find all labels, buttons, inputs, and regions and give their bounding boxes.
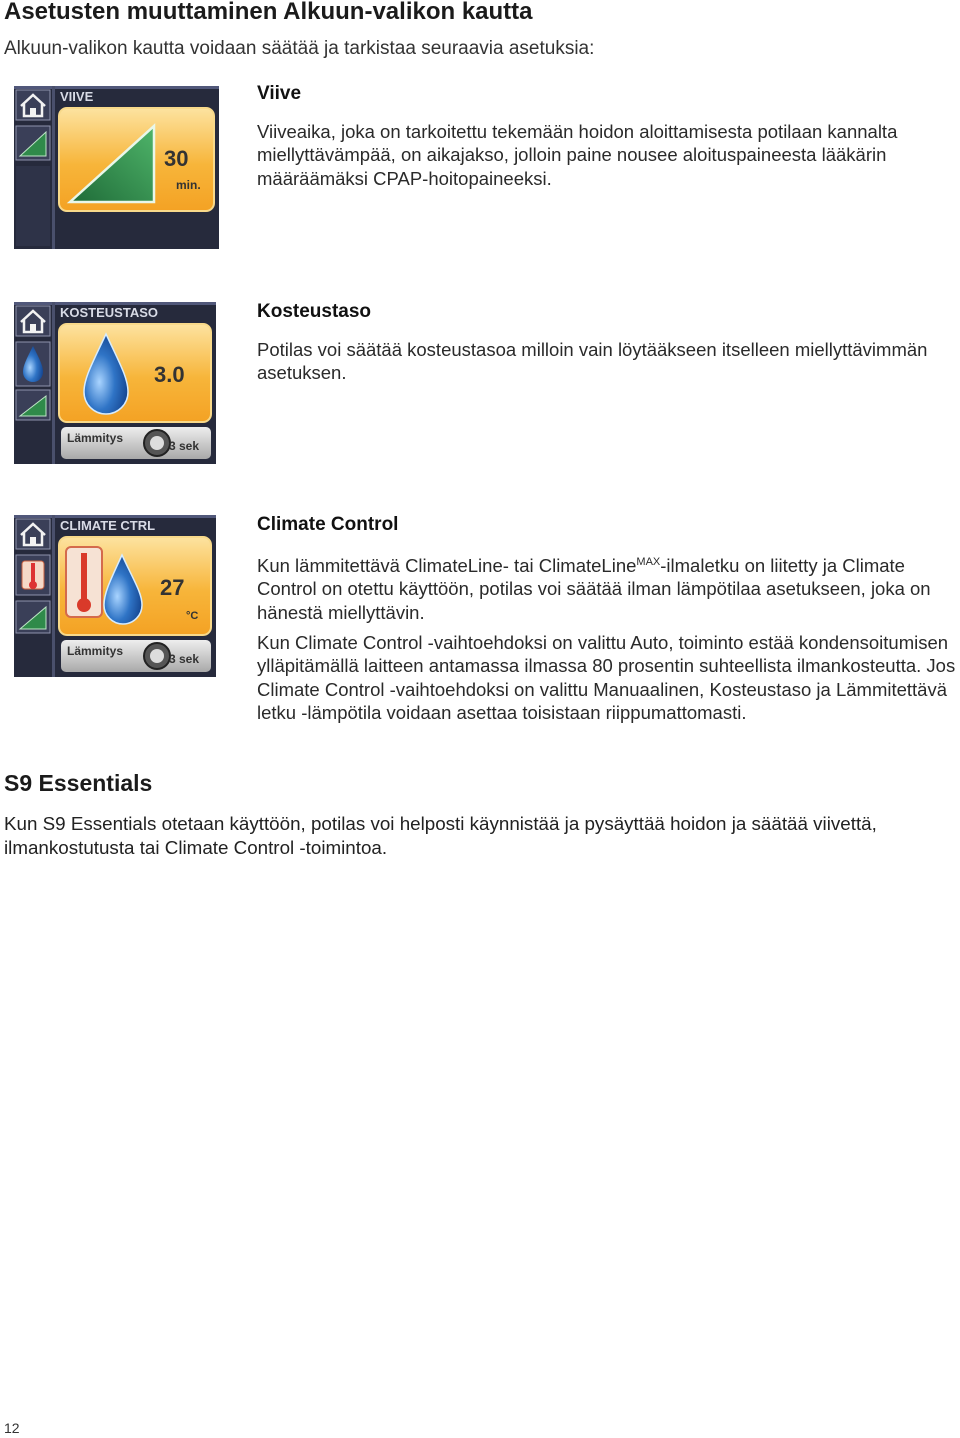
viive-screen-image [14,86,219,249]
climate-screen-unit: °C [186,610,199,622]
droplet-icon [16,342,50,386]
kosteustaso-body [257,338,960,392]
triangle-icon [16,126,50,160]
intro-text: Alkuun-valikon kautta voidaan säätää ja tarkistaa seuraavia asetuksia: [4,38,595,59]
heating-bar-timer: 3 sek [169,439,200,453]
triangle-icon [16,601,50,633]
climate-body [257,551,960,731]
kosteustaso-title: Kosteustaso [257,301,372,322]
climate-paragraph-2: Kun Climate Control -vaihtoehdoksi on valittu Auto, toiminto estää kondensoitumisen ylläpitämällä laitteen antamassa ilmassa 80 prosentin suhteellista ilmankosteutta. Jos Climate Control -vaihtoehdoksi on valittu Manuaalinen, Kosteustaso ja Lämmitettävä letku -lämpötila voidaan asettaa toisistaan riippumattomasti. [257,632,956,723]
page-title: Asetusten muuttaminen Alkuun-valikon kautta [4,0,533,25]
kosteustaso-screen-image [14,302,216,464]
climate-paragraph-1: Kun lämmitettävä ClimateLine- tai ClimateLine$^{MAX}$-ilmaletku on liitetty ja Climate Control on otettu käyttöön, potilas voi säätää ilman lämpötilaa asetukseen, joka on hänestä miellyttävin. [257,555,931,623]
viive-screen-value: 30 [164,146,189,171]
thermometer-graphic [66,547,102,617]
viive-screen-header: VIIVE [60,89,94,104]
climate-screen-image [14,515,216,677]
climate-screen-value: 27 [160,575,185,600]
heating-bar-label: Lämmitys [67,431,124,445]
page-number: 12 [4,1420,20,1436]
s9-essentials-title: S9 Essentials [4,770,153,796]
viive-title: Viive [257,83,302,104]
viive-screen-unit: min. [176,178,201,192]
kosteustaso-paragraph: Potilas voi säätää kosteustasoa milloin vain löytääkseen itselleen miellyttävimmän asetuksen. [257,339,928,384]
home-icon [16,306,50,336]
home-icon [16,519,50,549]
climate-title: Climate Control [257,514,399,535]
home-icon [16,90,50,120]
heating-bar-timer: 3 sek [169,652,200,666]
s9-essentials-body: Kun S9 Essentials otetaan käyttöön, potilas voi helposti käynnistää ja pysäyttää hoidon ja säätää viivettä, ilmankostutusta tai Climate Control -toimintoa. [4,813,877,858]
kosteustaso-screen-value: 3.0 [154,362,185,387]
climate-superscript: MAX [636,556,661,568]
kosteustaso-screen-header: KOSTEUSTASO [60,305,158,320]
viive-body [257,120,960,197]
thermometer-icon [16,555,50,595]
viive-paragraph: Viiveaika, joka on tarkoitettu tekemään hoidon aloittamisesta potilaan kannalta miellyttävämpää, on aikajakso, jolloin paine nousee aloituspaineesta lääkärin määräämäksi CPAP-hoitopaineeksi. [257,121,898,189]
heating-bar-label: Lämmitys [67,644,124,658]
triangle-icon [16,390,50,420]
climate-screen-header: CLIMATE CTRL [60,518,156,533]
